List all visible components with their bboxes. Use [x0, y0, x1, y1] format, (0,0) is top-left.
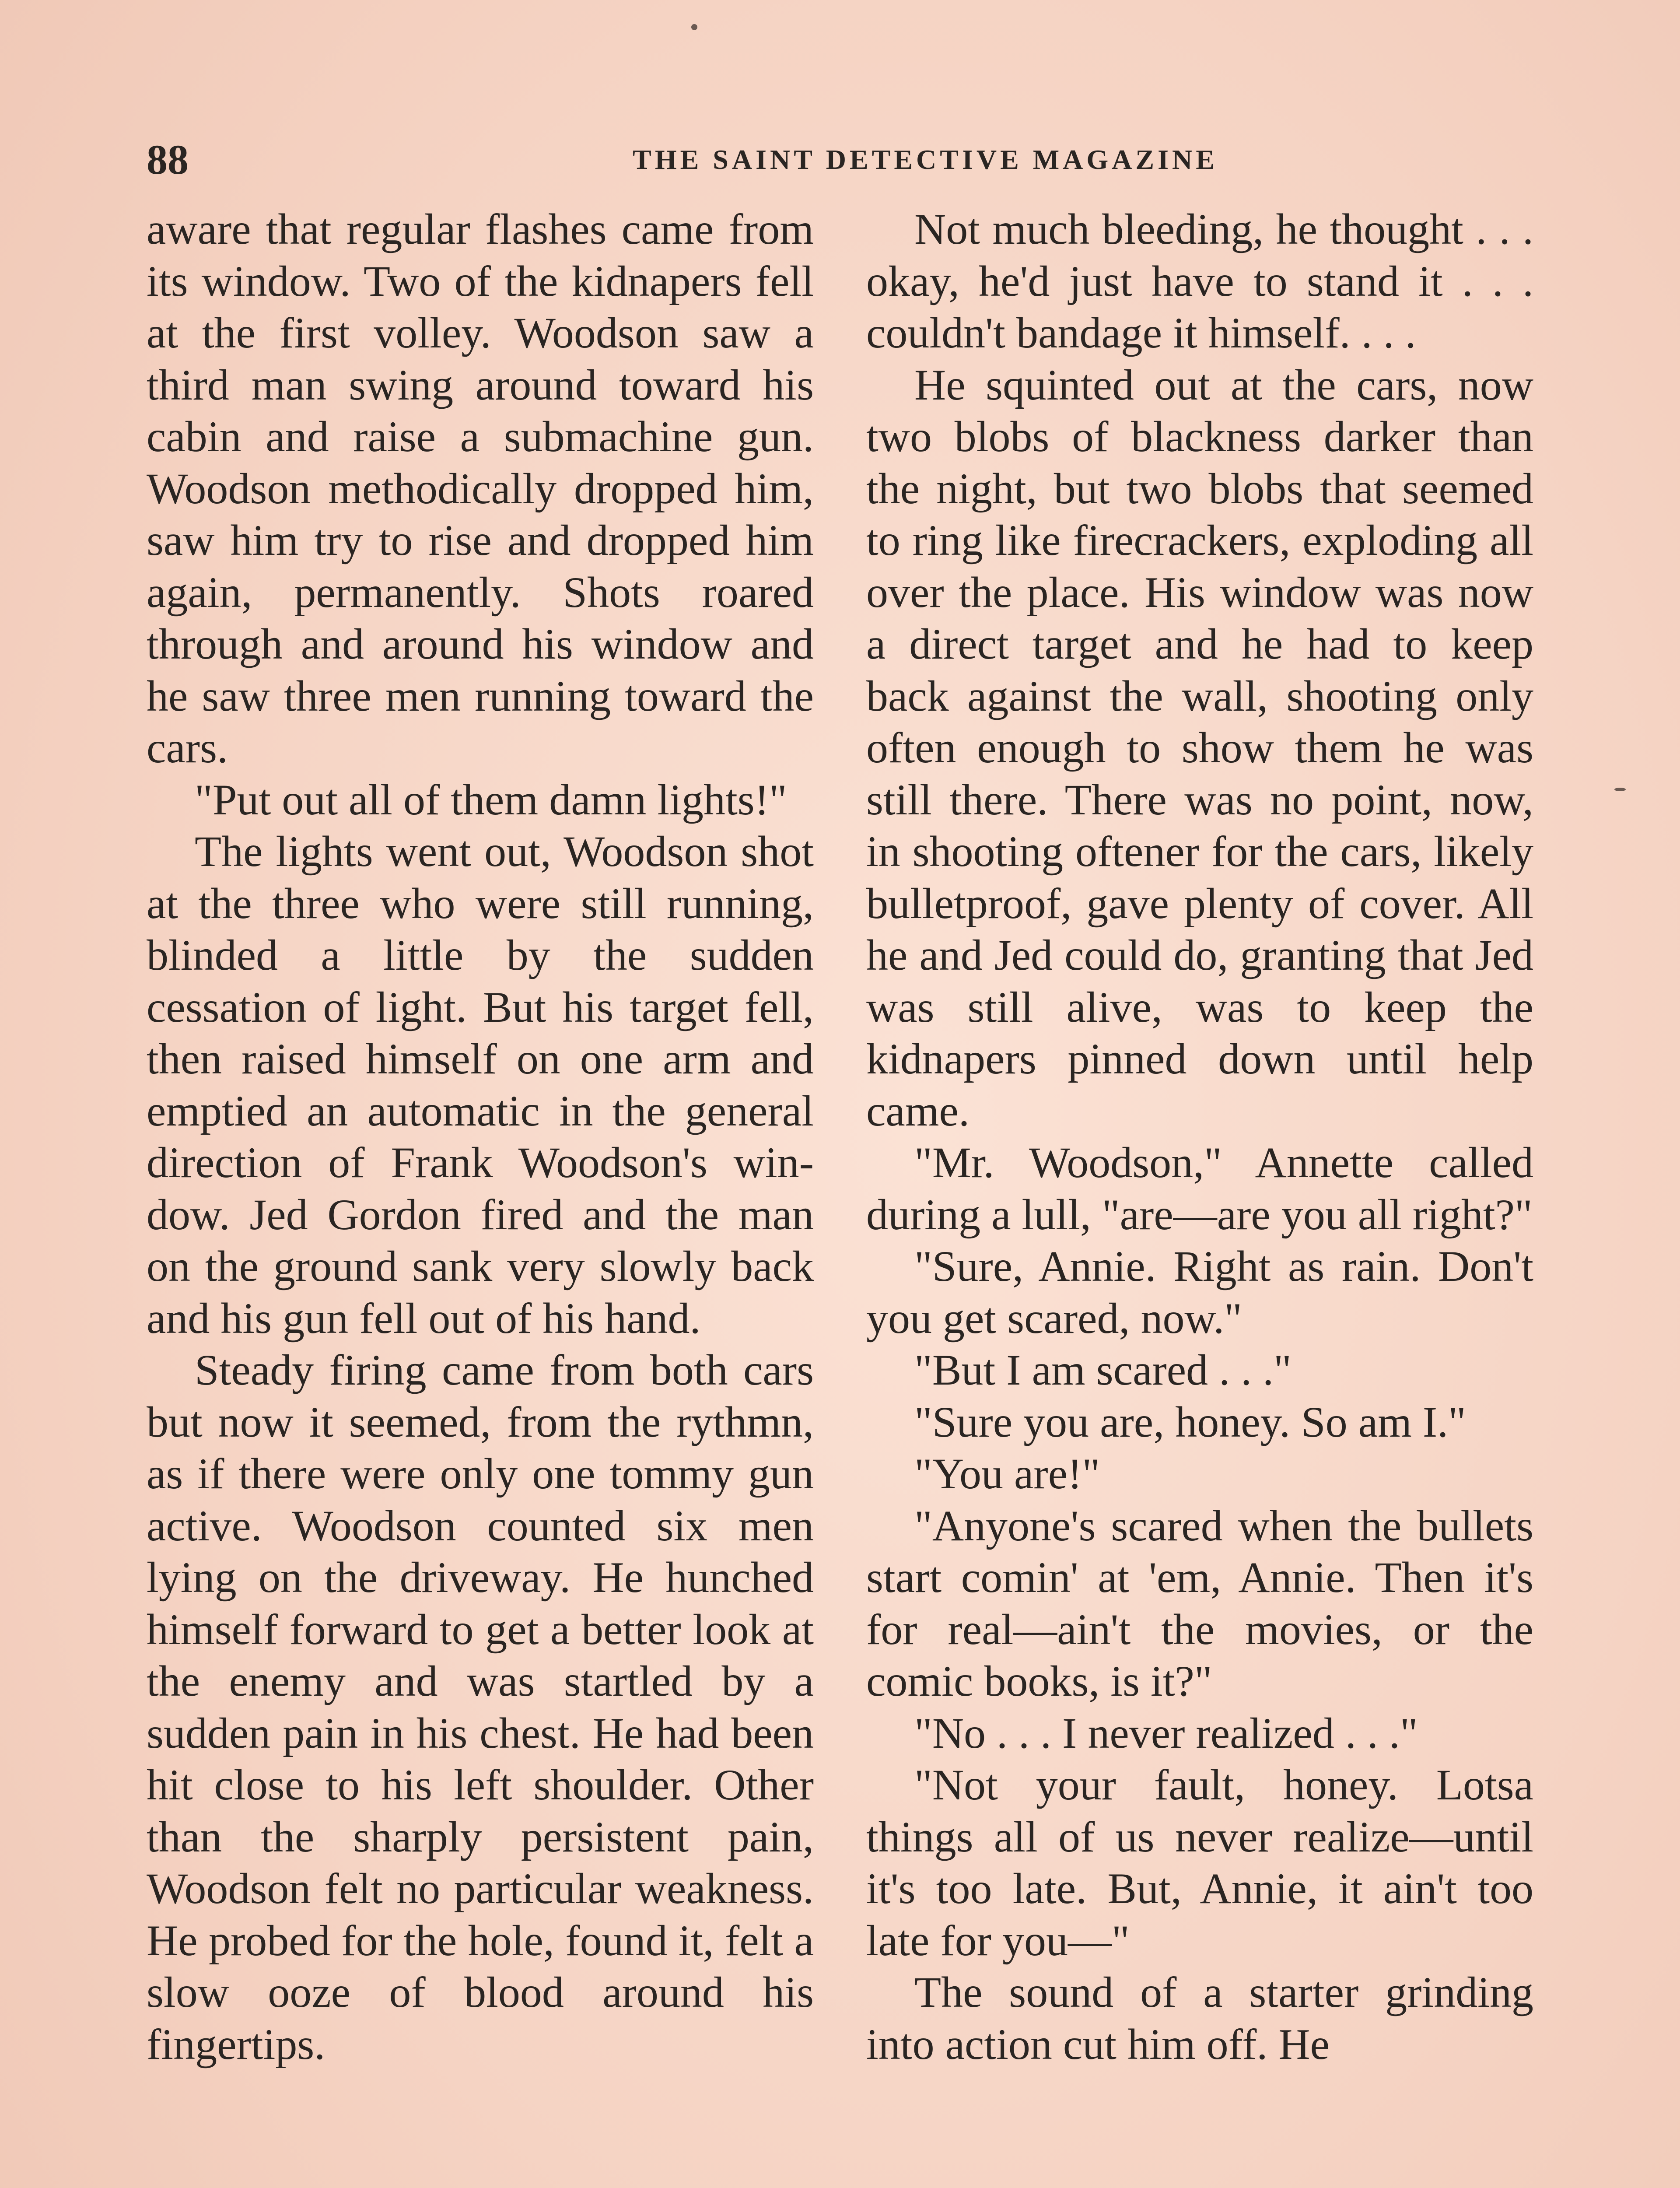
paragraph: The lights went out, Woodson shot at the three who were still running, blinded a little by the sudden cessation of light. But his target fell, then raised himself on one arm and emptied an automatic in the general direction of Frank Woodson's window. Jed Gordon fired and the man on the ground sank very slowly back and his gun fell out of his hand.	[147, 827, 814, 1343]
paragraph: "Put out all of them damn lights!"	[195, 775, 787, 824]
running-title: THE SAINT DETECTIVE MAGAZINE	[633, 144, 1218, 175]
paragraph: The sound of a starter grinding into action cut him off. He	[866, 1968, 1533, 2069]
paragraph: "No . . . I never realized . . ."	[914, 1708, 1418, 1757]
paragraph: "But I am scared . . ."	[914, 1346, 1292, 1394]
left-column	[147, 203, 814, 2070]
paragraph: "You are!"	[914, 1449, 1100, 1498]
paragraph: "Sure, Annie. Right as rain. Don't you get scared, now."	[866, 1242, 1533, 1343]
paper-speck	[1614, 788, 1626, 791]
paragraph: "Mr. Woodson," Annette called during a lull, "are—are you all right?"	[866, 1138, 1533, 1239]
paragraph: He squinted out at the cars, now two blobs of blackness darker than the night, but two blobs that seemed to ring like firecrackers, exploding all over the place. His window was now a direct target and he had to keep back against the wall, shooting only often enough to show them he was still there. There was no point, now, in shooting oftener for the cars, likely bulletproof, gave plenty of cover. All he and Jed could do, granting that Jed was still alive, was to keep the kidnapers pinned down until help came.	[866, 360, 1533, 1135]
paragraph: "Not your fault, honey. Lotsa things all of us never realize—until it's too late. But, Annie, it ain't too late for you—"	[866, 1760, 1533, 1965]
page-header	[147, 131, 1533, 188]
paragraph: "Anyone's scared when the bullets start comin' at 'em, Annie. Then it's for real—ain't the movies, or the comic books, is it?"	[866, 1501, 1533, 1705]
paragraph: Not much bleeding, he thought . . . okay, he'd just have to stand it . . . couldn't bandage it himself. . . .	[866, 205, 1533, 357]
paper-speck	[691, 24, 697, 30]
paragraph: aware that regular flashes came from its window. Two of the kidnapers fell at the first volley. Woodson saw a third man swing around toward his cabin and raise a submachine gun. Woodson methodically dropped him, saw him try to rise and dropped him again, permanently. Shots roared through and around his window and he saw three men running toward the cars.	[147, 205, 814, 772]
right-column	[866, 203, 1533, 2070]
paragraph: "Sure you are, honey. So am I."	[914, 1397, 1466, 1446]
page-number: 88	[147, 136, 189, 183]
paragraph: Steady firing came from both cars but now it seemed, from the rythmn, as if there were only one tommy gun active. Woodson counted six men lying on the driveway. He hunched himself forward to get a better look at the enemy and was startled by a sudden pain in his chest. He had been hit close to his left shoulder. Other than the sharply persistent pain, Woodson felt no particular weakness. He probed for the hole, found it, felt a slow ooze of blood around his fingertips.	[147, 1346, 814, 2069]
